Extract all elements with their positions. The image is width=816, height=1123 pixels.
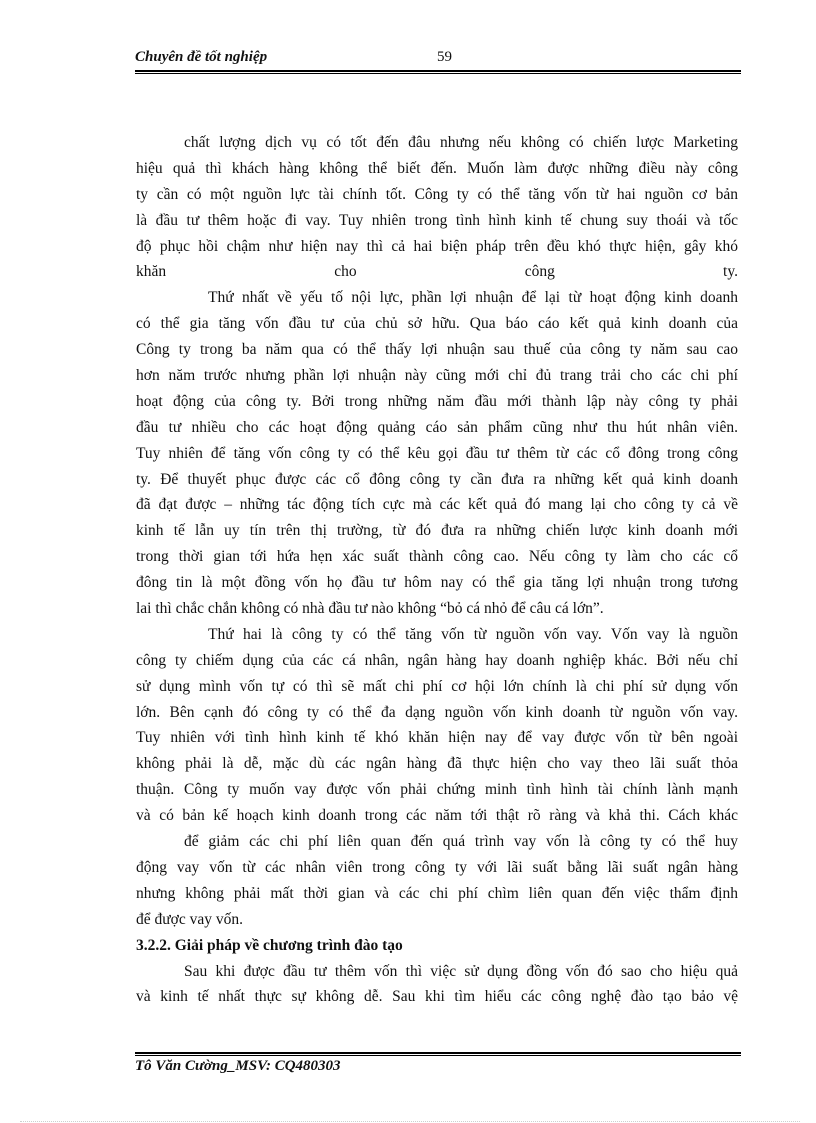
text-line: có thể gia tăng vốn đầu tư của chủ sở hữu. Qua báo cáo kết quả kinh doanh của bbox=[136, 315, 738, 333]
text-line: trong thời gian tới hứa hẹn xác suất thành công cao. Nếu công ty làm cho các cổ bbox=[136, 548, 738, 566]
header-divider bbox=[135, 70, 741, 72]
text-line: hơn năm trước nhưng phần lợi nhuận này cũng mới chỉ đủ trang trải cho các chi phí bbox=[136, 367, 738, 385]
text-line: khăn cho công ty. bbox=[136, 263, 738, 281]
text-line: công ty chiếm dụng của các cá nhân, ngân hàng hay doanh nghiệp khác. Bởi nếu chỉ bbox=[136, 651, 738, 669]
page-number: 59 bbox=[437, 49, 452, 65]
text-line: không phải là dễ, mặc dù các ngân hàng đã thực hiện cho vay theo lãi suất thỏa bbox=[136, 755, 738, 773]
text-line: ty. Để thuyết phục được các cổ đông công ty cần đưa ra những kết quả kinh doanh bbox=[136, 470, 738, 488]
text-line: chất lượng dịch vụ có tốt đến đâu nhưng nếu không có chiến lược Marketing bbox=[184, 134, 738, 151]
text-line: Thứ hai là công ty có thể tăng vốn từ nguồn vốn vay. Vốn vay là nguồn bbox=[208, 625, 738, 643]
text-line: là đầu tư thêm hoặc đi vay. Tuy nhiên trong tình hình kinh tế chung suy thoái và tốc bbox=[136, 211, 738, 229]
footer-divider bbox=[135, 1052, 741, 1054]
footer-divider-thin bbox=[135, 1055, 741, 1056]
text-line: đông tin là một đồng vốn họ đầu tư hôm nay có thể gia tăng lợi nhuận trong tương bbox=[136, 574, 738, 592]
header-divider-thin bbox=[135, 73, 741, 74]
text-line: lớn. Bên cạnh đó công ty có thể đa dạng nguồn vốn kinh doanh từ nguồn vốn vay. bbox=[136, 703, 738, 721]
text-line: động vay vốn từ các nhân viên trong công ty với lãi suất bằng lãi suất ngân hàng bbox=[136, 858, 738, 876]
section-heading: 3.2.2. Giải pháp về chương trình đào tạo bbox=[136, 936, 403, 954]
text-line: Tuy nhiên để tăng vốn công ty có thể kêu gọi đầu tư thêm từ các cổ đông trong công bbox=[136, 444, 738, 462]
text-line: để giảm các chi phí liên quan đến quá trình vay vốn là công ty có thể huy bbox=[184, 833, 738, 851]
text-line: ty cần có một nguồn lực tài chính tốt. Công ty có thể tăng vốn từ hai nguồn cơ bản bbox=[136, 185, 738, 203]
text-line: hoạt động của công ty. Bởi trong những năm đầu mới thành lập này công ty phải bbox=[136, 392, 738, 410]
header-title: Chuyên đề tốt nghiệp bbox=[135, 49, 268, 65]
text-line: Công ty trong ba năm qua có thể thấy lợi nhuận sau thuế của công ty năm sau cao bbox=[136, 341, 738, 359]
text-line: đã đạt được – những tác động tích cực mà các kết quả đó mang lại cho công ty cả về bbox=[136, 496, 738, 514]
page-header bbox=[135, 47, 740, 69]
text-line: hiệu quả thì khách hàng không thể biết đến. Muốn làm được những điều này công bbox=[136, 159, 738, 177]
text-line: để được vay vốn. bbox=[136, 910, 243, 928]
text-line: Thứ nhất về yếu tố nội lực, phần lợi nhuận để lại từ hoạt động kinh doanh bbox=[208, 289, 738, 307]
text-line: lai thì chắc chắn không có nhà đầu tư nào không “bỏ cá nhỏ để câu cá lớn”. bbox=[136, 600, 604, 618]
text-line: thuận. Công ty muốn vay được vốn phải chứng minh tình hình tài chính lành mạnh bbox=[136, 781, 738, 799]
footer-author: Tô Văn Cường_MSV: CQ480303 bbox=[135, 1058, 341, 1074]
text-line: Sau khi được đầu tư thêm vốn thì việc sử dụng đồng vốn đó sao cho hiệu quả bbox=[184, 962, 738, 980]
text-line: Tuy nhiên với tình hình kinh tế khó khăn hiện nay để vay được vốn từ bên ngoài bbox=[136, 729, 738, 747]
document-body bbox=[136, 130, 738, 1010]
text-line: kinh tế lẫn uy tín trên thị trường, từ đó đưa ra những chiến lược kinh doanh mới bbox=[136, 522, 738, 540]
text-line: sử dụng mình vốn tự có thì sẽ mất chi phí cơ hội lớn chính là chi phí sử dụng vốn bbox=[136, 677, 738, 695]
text-line: đầu tư nhiều cho các hoạt động quảng cáo sản phẩm cũng như thu hút nhân viên. bbox=[136, 418, 738, 436]
text-line: và kinh tế nhất thực sự không dễ. Sau khi tìm hiểu các công nghệ đào tạo bảo vệ bbox=[136, 988, 738, 1006]
text-line: độ phục hồi chậm như hiện nay thì cả hai biện pháp trên đều khó thực hiện, gây khó bbox=[136, 237, 738, 255]
text-line: và có bản kế hoạch kinh doanh trong các năm tới thật rõ ràng và khả thi. Cách khác bbox=[136, 807, 738, 825]
page-edge bbox=[20, 1121, 800, 1122]
text-line: nhưng không phải mất thời gian và các chi phí chìm liên quan đến việc thẩm định bbox=[136, 884, 738, 902]
